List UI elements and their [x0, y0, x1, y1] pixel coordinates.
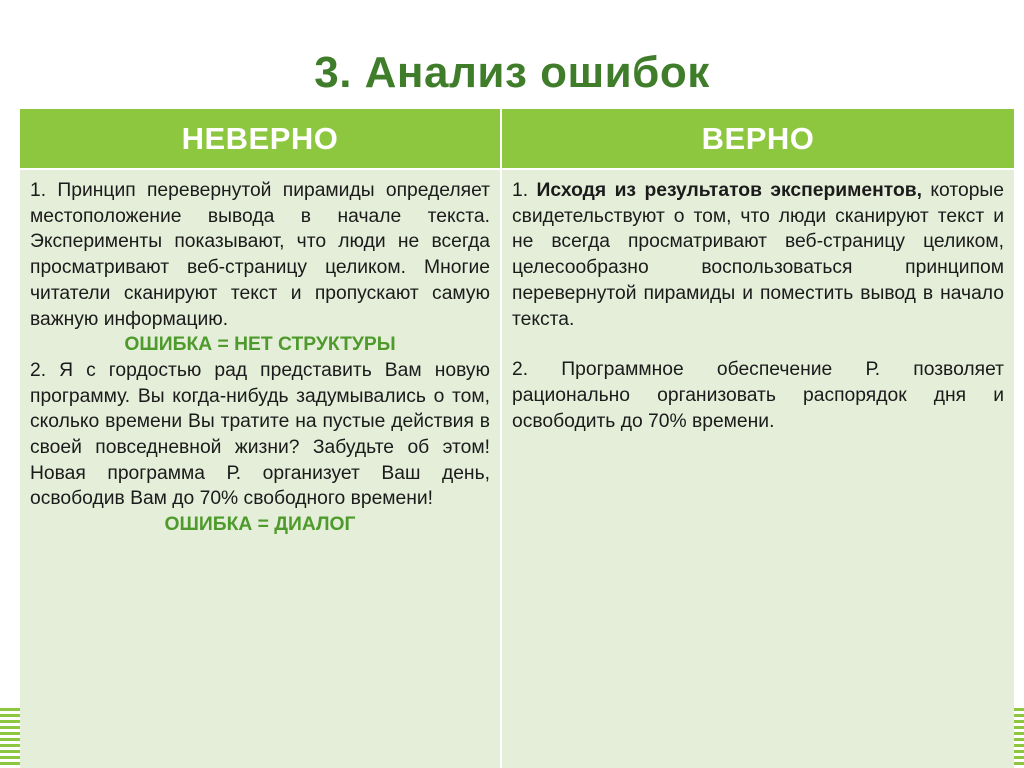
slide-title: 3. Анализ ошибок: [314, 48, 710, 97]
header-right: ВЕРНО: [502, 109, 1014, 168]
right-item-1: [512, 178, 1004, 332]
right-item-2: 2. Программное обеспечение Р. позволяет рационально организовать распорядок дня и освободить до 70% времени.: [512, 359, 1004, 432]
right-item-1-bold: Исходя из результатов экспериментов,: [536, 180, 922, 201]
right-item-1-number: 1.: [512, 180, 537, 201]
wrong-item-1: 1. Принцип перевернутой пирамиды определяет местоположение вывода в начале текста. Эксперименты показывают, что люди не всегда просматривают веб-страницу целиком. Многие читатели сканируют текст и пропускают самую важную информацию.: [30, 180, 490, 330]
paragraph-gap: [512, 332, 1004, 357]
right-column: [502, 168, 1014, 768]
wrong-item-2: 2. Я с гордостью рад представить Вам новую программу. Вы когда-нибудь задумывались о том, сколько времени Вы тратите на пустые действия в своей повседневной жизни? Забудьте об этом! Новая программа Р. организует Ваш день, освободив Вам до 70% свободного времени!: [30, 359, 490, 510]
wrong-item-2-error: ОШИБКА = ДИАЛОГ: [164, 514, 356, 536]
right-item-1-rest: которые свидетельствуют о том, что люди сканируют текст и не всегда просматривают веб-страницу целиком, целесообразно воспользоваться принципом перевернутой пирамиды и поместить вывод в начало текста.: [512, 180, 1004, 330]
header-wrong: НЕВЕРНО: [20, 109, 502, 168]
wrong-item-1-error: ОШИБКА = НЕТ СТРУКТУРЫ: [124, 334, 396, 356]
comparison-table: [20, 109, 1014, 768]
wrong-column: [20, 168, 502, 768]
